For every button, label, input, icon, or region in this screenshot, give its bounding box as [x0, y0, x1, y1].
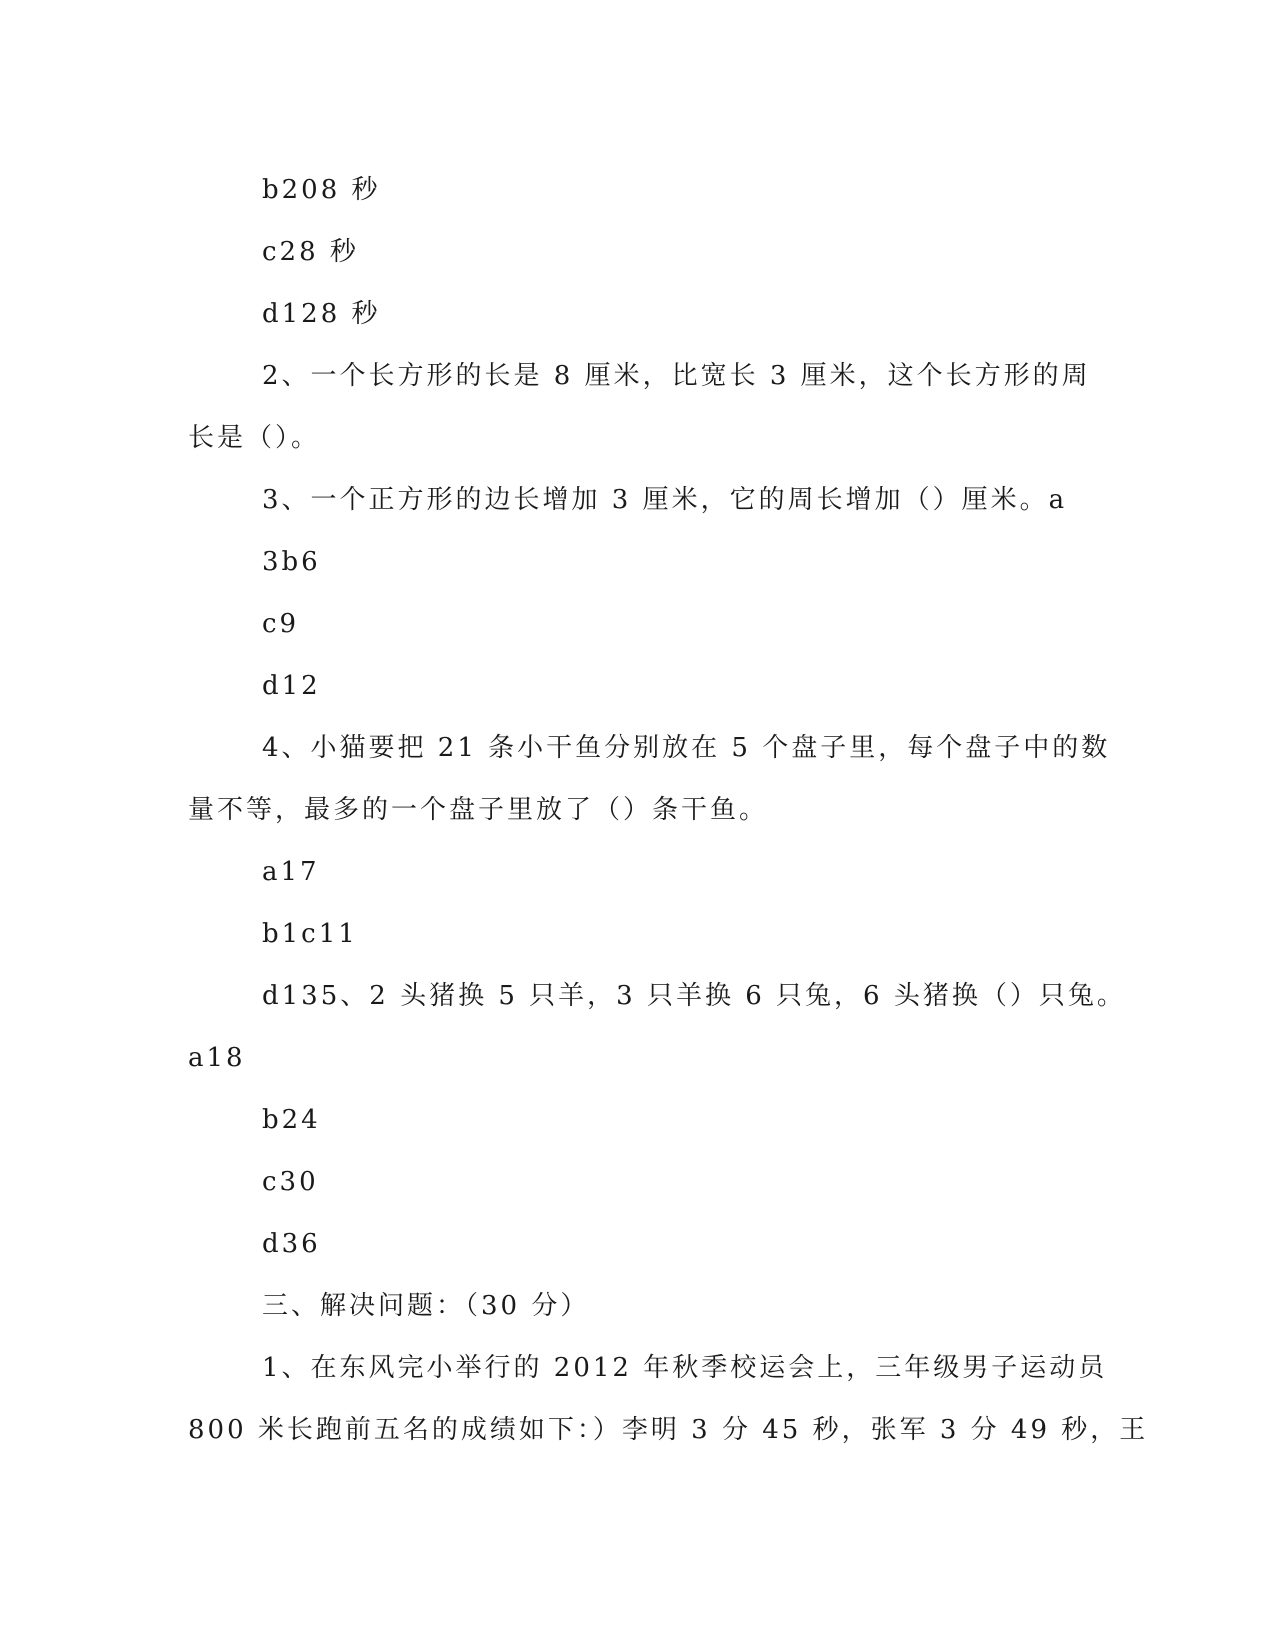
question-4-option-a: a17: [262, 857, 320, 887]
problem-1-line-1: 1、在东风完小举行的 2012 年秋季校运会上，三年级男子运动员: [262, 1353, 1108, 1383]
question-5-option-d: d36: [262, 1229, 321, 1259]
question-4-line-1: 4、小猫要把 21 条小干鱼分别放在 5 个盘子里，每个盘子中的数: [262, 733, 1111, 763]
option-c-28-seconds: c28 秒: [262, 237, 359, 267]
question-3-option-c: c9: [262, 609, 300, 639]
problem-1-line-2: 800 米长跑前五名的成绩如下：）李明 3 分 45 秒，张军 3 分 49 秒，王: [188, 1415, 1149, 1445]
question-3: 3、一个正方形的边长增加 3 厘米，它的周长增加（）厘米。a: [262, 485, 1068, 515]
question-4-line-2: 量不等，最多的一个盘子里放了（）条干鱼。: [188, 795, 769, 825]
section-3-heading: 三、解决问题：（30 分）: [262, 1291, 590, 1321]
option-b-208-seconds: b208 秒: [262, 175, 381, 205]
question-5-option-c: c30: [262, 1167, 319, 1197]
question-3-option-d: d12: [262, 671, 321, 701]
question-4-options-b-c: b1c11: [262, 919, 358, 949]
question-5: d135、2 头猪换 5 只羊，3 只羊换 6 只兔，6 头猪换（）只兔。: [262, 981, 1126, 1011]
question-5-option-b: b24: [262, 1105, 321, 1135]
question-2-line-2: 长是（）。: [188, 423, 321, 453]
question-3-options-a-b: 3b6: [262, 547, 321, 577]
question-5-option-a: a18: [188, 1043, 246, 1073]
question-2-line-1: 2、一个长方形的长是 8 厘米，比宽长 3 厘米，这个长方形的周: [262, 361, 1091, 391]
option-d-128-seconds: d128 秒: [262, 299, 381, 329]
